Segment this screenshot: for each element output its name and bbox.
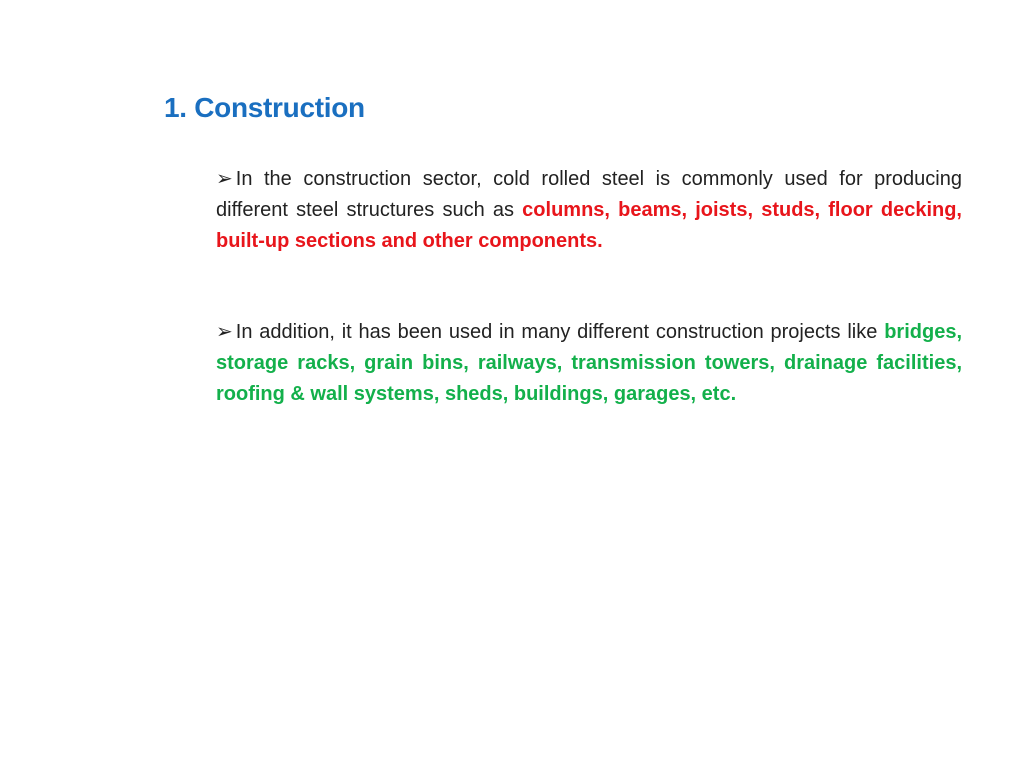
arrow-bullet-icon: ➢ <box>216 321 233 343</box>
bullet-point-construction-projects <box>216 317 962 410</box>
bullet-highlight-green: bridges, storage racks, grain bins, railways, transmission towers, drainage facilities, roofing & wall systems, sheds, buildings, garages, etc. <box>216 321 962 405</box>
bullet-text: In the construction sector, cold rolled steel is commonly used for producing different steel structures such as <box>216 168 962 221</box>
bullet-point-construction-sector <box>216 164 962 257</box>
slide-title: 1. Construction <box>164 92 365 123</box>
arrow-bullet-icon: ➢ <box>216 168 233 190</box>
bullet-highlight-red: columns, beams, joists, studs, floor decking, built-up sections and other components. <box>216 199 962 252</box>
bullet-text: In addition, it has been used in many different construction projects like <box>235 321 885 343</box>
